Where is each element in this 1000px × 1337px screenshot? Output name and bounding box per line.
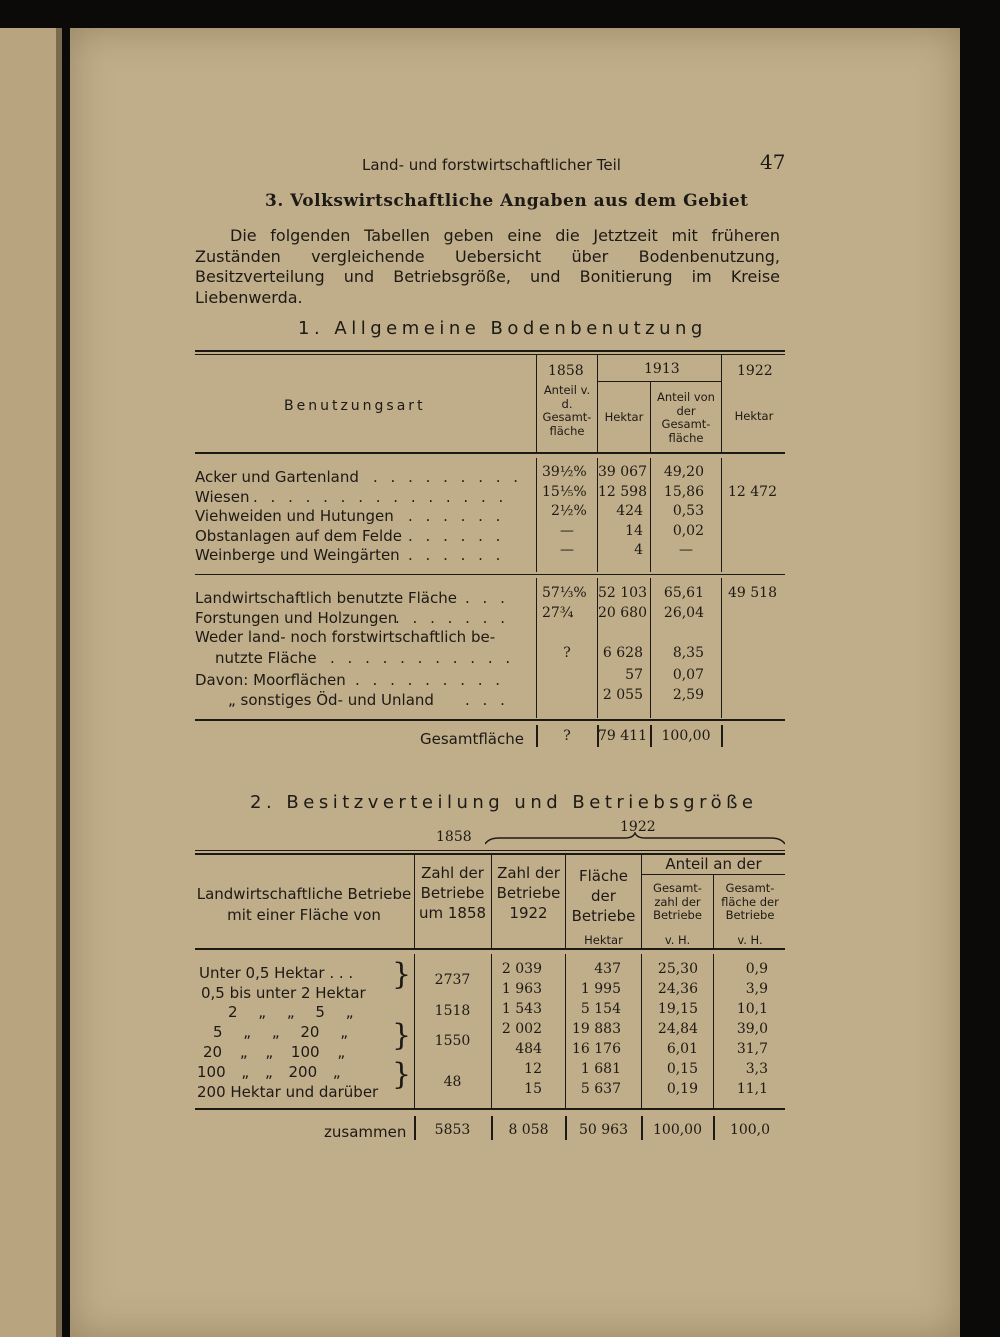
year-1858: 1858 <box>548 363 584 379</box>
t2-h-zahl1858: Zahl der Betriebe um 1858 <box>418 864 487 922</box>
t2-year-1922: 1922 <box>620 819 656 835</box>
section-heading: 3. Volkswirtschaftliche Angaben aus dem Gebiet <box>265 191 749 211</box>
h1913-hektar: Hektar <box>604 410 644 424</box>
t2-year-1858: 1858 <box>436 829 472 845</box>
table1-col-label: Benutzungsart <box>284 398 426 414</box>
group-1858: 48 <box>443 1074 462 1090</box>
brace-icon: } <box>392 1018 412 1053</box>
left-page-edge <box>0 28 62 1337</box>
t2-h-gz: Gesamt- zahl der Betriebe <box>653 881 702 922</box>
running-title: Land- und forstwirtschaftlicher Teil <box>362 156 621 174</box>
year-1913: 1913 <box>644 361 680 377</box>
table1-title: 1. Allgemeine Bodenbenutzung <box>298 318 707 339</box>
year-brace <box>485 832 785 846</box>
t2-h-flaeche: Fläche der Betriebe <box>571 867 636 925</box>
h1922-hektar: Hektar <box>734 409 774 423</box>
t2-h-zahl1922: Zahl der Betriebe 1922 <box>496 864 561 922</box>
t2-h-vh2: v. H. <box>737 933 763 947</box>
t2-h-anteil: Anteil an der <box>665 855 762 873</box>
brace-icon: } <box>392 1057 412 1092</box>
t2-h-hektar: Hektar <box>584 933 623 947</box>
t2-h-gf: Gesamt- fläche der Betriebe <box>721 881 779 922</box>
h1858: Anteil v. d. Gesamt- fläche <box>542 383 592 438</box>
year-1922: 1922 <box>737 363 773 379</box>
group-1858: 1550 <box>434 1033 471 1049</box>
t2-h-vh: v. H. <box>664 933 691 947</box>
t2-col-label: Landwirtschaftliche Betriebe mit einer Fläche von <box>196 885 412 924</box>
h1913-anteil: Anteil von der Gesamt- fläche <box>657 390 715 445</box>
group-1858: 1518 <box>434 1003 471 1019</box>
intro-paragraph: Die folgenden Tabellen geben eine die Jetztzeit mit früheren Zuständen vergleichende Uebersicht über Bodenbenutzung, Besitzverteilung und Betriebsgröße, und Bonitierung im Kreise Liebenwerda. <box>195 226 780 307</box>
brace-icon: } <box>392 957 412 992</box>
table2-title: 2. Besitzverteilung und Betriebsgröße <box>250 792 758 813</box>
group-1858: 2737 <box>434 972 471 988</box>
book-page: Land- und forstwirtschaftlicher Teil 47 3. Volkswirtschaftliche Angaben aus dem Gebiet Die folgenden Tabellen geben eine die Jetztzeit mit früheren Zuständen vergleichende Uebersicht über Bodenbenutzung, Besitzverteilung und Betriebsgröße, und Bonitierung im Kreise Liebenwerda. 1. Allgemeine Bodenbenutzung Benutzungsart 1858 Anteil v. d. Gesamt- fläche 1913 Hektar Anteil von der Gesamt- fläche 1922 Hektar Acker und Gartenland . . . . . . . . . 39½% 39 067 49,20 Wiesen . . . . . . . . . . . . . . . 15⅕% 12 598 15,86 12 472 Viehweiden und Hutungen . . . . . . 2½% 424 0,53 Obstanlagen auf dem Felde . . . . . . — 14 0,02 Weinberge und Weingärten . . . . . . — 4 — Landwirtschaftlich benutzte Fläche . . . 57⅓% 52 103 65,61 49 518 Forstungen und Holzungen . . . . . . . 27¾ 20 680 26,04 Weder land- noch forstwirtschaftlich be- nutzte Fläche . . . . . . . . . . . ? 6 628 8,35 Davon: Moorflächen . . . . . . . . . 57 0,07 „ sonstiges Öd- und Unland . . . 2 055 2,59 Gesamtfläche ? 79 411 100,00 2. Besitzverteilung und Betriebsgröße 1858 1922 Landwirtschaftliche Betriebe mit einer Fläche von Zahl der Betriebe um 1858 Zahl der Betriebe 1922 Fläche der Betriebe Hektar Anteil an der Gesamt- zahl der Betriebe Gesamt- fläche der Betriebe v. H. v. H. 2737 1518 1550 48 } } } Unter 0,5 Hektar . . . 2 039 437 25,30 0,9 0,5 bis unter 2 Hektar 1 963 1 995 24,36 3,9 2 „ „ 5 „ 1 543 5 154 19,15 10,1 5 „ „ 20 „ 2 002 19 883 24,84 39,0 20 „ „ 100 „ 484 16 176 6,01 31,7 100 „ „ 200 „ 12 1 681 0,15 3,3 200 Hektar und darüber 15 5 637 0,19 11,1 zusammen 5853 8 058 50 963 100,00 100,0 <box>70 28 960 1337</box>
page-number: 47 <box>760 150 786 174</box>
